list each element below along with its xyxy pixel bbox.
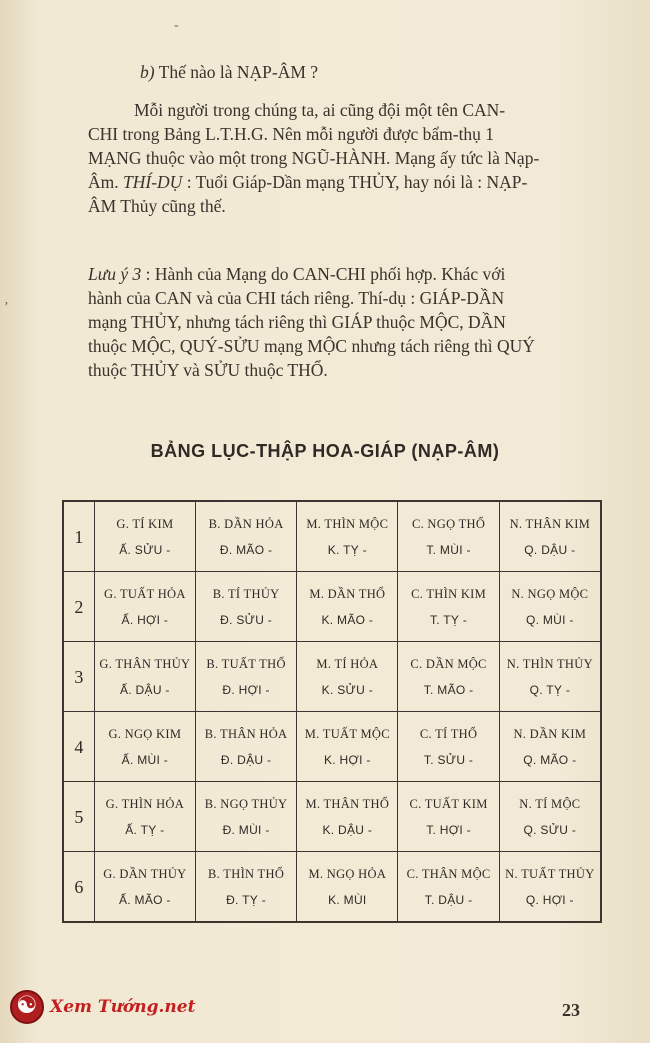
cell-line-1: C. DẦN MỘC [410, 656, 487, 671]
row-number: 4 [63, 712, 94, 782]
cell-line-1: N. TUẤT THỦY [505, 866, 595, 881]
paragraph-line: MẠNG thuộc vào một trong NGŨ-HÀNH. Mạng ấy tức là Nạp- [88, 148, 540, 168]
table-cell [398, 782, 499, 852]
cell-line-1: B. NGỌ THỦY [204, 796, 288, 811]
table-cell [297, 642, 398, 712]
cell-line-1: C. TUẤT KIM [409, 796, 488, 811]
cell-line-1: M. DẦN THỔ [309, 586, 386, 601]
paragraph-line: thuộc THỦY và SỬU thuộc THỔ. [88, 360, 328, 380]
cell-line-1: B. DẦN HỎA [208, 516, 284, 531]
cell-line-2: Đ. DẬU - [220, 752, 272, 767]
cell-line-2: K. SỬU - [321, 682, 373, 697]
table-cell [499, 572, 601, 642]
table-cell [94, 501, 195, 572]
cell-line-2: Q. HỢI - [525, 892, 574, 907]
table-cell [195, 501, 296, 572]
paragraph-line: ÂM Thủy cũng thế. [88, 196, 226, 216]
table-cell [398, 712, 499, 782]
note-label: Lưu ý 3 [88, 264, 142, 284]
table-body [63, 501, 601, 922]
cell-line-2: Ấ. MÃO - [118, 892, 171, 907]
yin-yang-icon [10, 990, 44, 1024]
table-cell [398, 852, 499, 923]
page-number: 23 [562, 1000, 580, 1020]
row-number: 2 [63, 572, 94, 642]
print-mark: - [174, 18, 179, 33]
table-cell [398, 572, 499, 642]
cell-line-2: Ấ. SỬU - [119, 542, 171, 557]
cell-line-2: T. TỴ - [429, 612, 468, 627]
paragraph-line [88, 170, 588, 194]
cell-line-1: G. NGỌ KIM [108, 726, 182, 741]
cell-line-1: G. TÍ KIM [116, 516, 174, 531]
table-cell [195, 782, 296, 852]
cell-line-1: N. NGỌ MỘC [511, 586, 589, 601]
table-cell [499, 501, 601, 572]
table-cell [398, 642, 499, 712]
cell-line-2: K. TỴ - [327, 542, 367, 557]
paragraph-line-rest: : Tuổi Giáp-Dần mạng THỦY, hay nói là : NẠP- [186, 172, 528, 192]
row-number: 6 [63, 852, 94, 923]
cell-line-2: Ấ. MÙI - [121, 752, 169, 767]
cell-line-1: M. TUẤT MỘC [304, 726, 390, 741]
cell-line-2: Q. SỬU - [523, 822, 577, 837]
paragraph-line: CHI trong Bảng L.T.H.G. Nên mỗi người được bẩm-thụ 1 [88, 124, 495, 144]
cell-line-1: N. TÍ MỘC [519, 796, 581, 811]
cell-line-1: B. THÂN HỎA [204, 726, 288, 741]
cell-line-1: B. THÌN THỔ [208, 866, 285, 881]
table-cell [297, 852, 398, 923]
paragraph-line: hành của CAN và của CHI tách riêng. Thí-dụ : GIÁP-DẦN [88, 288, 505, 308]
paragraph-line: Mỗi người trong chúng ta, ai cũng đội một tên CAN- [134, 100, 506, 120]
cell-line-2: T. DẬU - [424, 892, 473, 907]
cell-line-2: Q. DẬU - [524, 542, 576, 557]
table-cell [297, 782, 398, 852]
table-row [63, 501, 601, 572]
site-logo[interactable] [10, 990, 195, 1024]
row-number: 3 [63, 642, 94, 712]
cell-line-2: Đ. SỬU - [220, 612, 273, 627]
table-cell [94, 712, 195, 782]
table-cell [398, 501, 499, 572]
table-cell [94, 572, 195, 642]
cell-line-1: C. THÌN KIM [411, 586, 487, 601]
cell-line-2: Q. MÙI - [525, 612, 574, 627]
row-number: 5 [63, 782, 94, 852]
margin-mark: ’ [4, 300, 9, 315]
row-number: 1 [63, 501, 94, 572]
example-label: THÍ-DỤ [123, 172, 183, 192]
cell-line-2: Ấ. HỢI - [121, 612, 169, 627]
section-label: b) [140, 62, 155, 82]
table-cell [195, 712, 296, 782]
table-cell [195, 852, 296, 923]
note-line-rest: : Hành của Mạng do CAN-CHI phối hợp. Khác với [145, 264, 506, 284]
cell-line-1: N. DẦN KIM [513, 726, 587, 741]
cell-line-1: G. THÌN HỎA [105, 796, 185, 811]
table-cell [499, 712, 601, 782]
table-cell [195, 642, 296, 712]
cell-line-2: Q. TỴ - [529, 682, 571, 697]
cell-line-2: Đ. MÙI - [222, 822, 270, 837]
cell-line-2: Ấ. TỴ - [125, 822, 165, 837]
table-cell [94, 782, 195, 852]
cell-line-1: C. NGỌ THỔ [411, 516, 486, 531]
cell-line-2: Đ. HỢI - [222, 682, 270, 697]
cell-line-2: T. HỢI - [426, 822, 471, 837]
table-cell [297, 572, 398, 642]
table-cell [499, 642, 601, 712]
paragraph-line: mạng THỦY, nhưng tách riêng thì GIÁP thuộc MỘC, DẦN [88, 312, 506, 332]
paragraph-line [88, 262, 588, 286]
table-row [63, 852, 601, 923]
table-cell [195, 572, 296, 642]
cell-line-2: K. MÃO - [321, 612, 374, 627]
cell-line-1: M. THÂN THỔ [305, 796, 390, 811]
cell-line-2: T. MÙI - [426, 542, 471, 557]
cell-line-1: B. TUẤT THỔ [206, 656, 286, 671]
cell-line-2: K. DẬU - [322, 822, 373, 837]
paragraph-line: thuộc MỘC, QUÝ-SỬU mạng MỘC nhưng tách riêng thì QUÝ [88, 336, 535, 356]
paragraph-nap-am [88, 98, 588, 218]
table-cell [94, 852, 195, 923]
table-row [63, 712, 601, 782]
note-paragraph [88, 262, 588, 382]
cell-line-1: C. THÂN MỘC [406, 866, 491, 881]
table-title: BẢNG LỤC-THẬP HOA-GIÁP (NẠP-ÂM) [150, 441, 500, 461]
table-row [63, 782, 601, 852]
cell-line-1: N. THÂN KIM [509, 516, 591, 531]
section-heading [140, 60, 640, 84]
table-cell [499, 782, 601, 852]
cell-line-2: Đ. TỴ - [226, 892, 267, 907]
table-cell [297, 501, 398, 572]
cell-line-2: K. HỢI - [323, 752, 371, 767]
cell-line-1: G. THÂN THỦY [99, 656, 191, 671]
cell-line-2: Q. MÃO - [523, 752, 577, 767]
cell-line-2: T. SỬU - [423, 752, 474, 767]
table-cell [499, 852, 601, 923]
cell-line-2: Ấ. DẬU - [119, 682, 170, 697]
cell-line-2: K. MÙI [328, 892, 367, 907]
paragraph-line-prefix: Âm. [88, 172, 119, 192]
cell-line-1: M. THÌN MỘC [306, 516, 389, 531]
table-cell [94, 642, 195, 712]
table-row [63, 642, 601, 712]
cell-line-1: G. DẦN THỦY [103, 866, 187, 881]
section-heading-text: Thế nào là NẠP-ÂM ? [158, 62, 319, 82]
cell-line-2: T. MÃO - [423, 682, 474, 697]
cell-line-1: C. TÍ THỔ [419, 726, 478, 741]
cell-line-1: M. TÍ HỎA [316, 656, 379, 671]
cell-line-1: B. TÍ THỦY [212, 586, 280, 601]
cell-line-1: G. TUẤT HỎA [104, 586, 186, 601]
nap-am-table [62, 500, 602, 923]
cell-line-1: N. THÌN THỦY [506, 656, 593, 671]
cell-line-2: Đ. MÃO - [219, 542, 273, 557]
table-cell [297, 712, 398, 782]
logo-text: Xem Tướng.net [50, 997, 196, 1017]
cell-line-1: M. NGỌ HỎA [308, 866, 387, 881]
table-row [63, 572, 601, 642]
